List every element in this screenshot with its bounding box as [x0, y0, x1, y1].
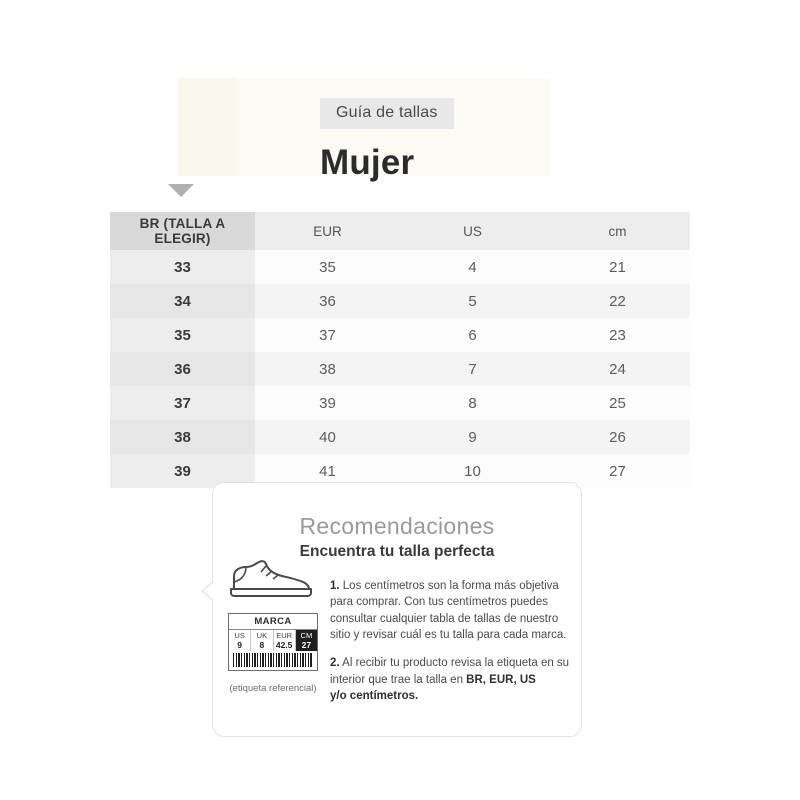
cell-cm: 27 [545, 454, 690, 488]
label-col-us [229, 630, 251, 651]
label-col-cm [296, 630, 317, 651]
label-col-us-head: US [234, 631, 245, 640]
cell-br: 33 [110, 250, 255, 284]
cell-eur: 40 [255, 420, 400, 454]
cell-us: 9 [400, 420, 545, 454]
table-row [110, 352, 690, 386]
cell-eur: 35 [255, 250, 400, 284]
cell-us: 8 [400, 386, 545, 420]
recommendation-item-2 [330, 655, 575, 704]
label-col-eur-value: 42.5 [275, 640, 293, 650]
cell-cm: 26 [545, 420, 690, 454]
sneaker-icon [228, 556, 314, 598]
recommendations-subtitle: Encuentra tu talla perfecta [299, 543, 495, 560]
cell-eur: 41 [255, 454, 400, 488]
recommendation-1-text: Los centímetros son la forma más objetiva para comprar. Con tus centímetros puedes consultar cualquier tabla de tallas de nuestro sitio y revisar cuál es tu talla para cada marca. [330, 580, 567, 641]
decorative-background-accent [178, 78, 236, 176]
cell-eur: 37 [255, 318, 400, 352]
size-table-head [110, 212, 690, 250]
speech-bubble-tail [203, 582, 214, 600]
recommendation-1-number: 1. [330, 580, 340, 592]
label-col-us-value: 9 [237, 640, 242, 650]
cell-cm: 22 [545, 284, 690, 318]
label-size-grid [229, 629, 317, 651]
cell-us: 6 [400, 318, 545, 352]
table-row [110, 386, 690, 420]
table-header-row [110, 212, 690, 250]
table-row [110, 420, 690, 454]
column-header-cm: cm [545, 212, 690, 250]
column-header-eur: EUR [255, 212, 400, 250]
label-caption: (etiqueta referencial) [229, 683, 317, 694]
cell-br: 36 [110, 352, 255, 386]
column-header-us: US [400, 212, 545, 250]
cell-cm: 21 [545, 250, 690, 284]
cell-us: 10 [400, 454, 545, 488]
label-col-uk [251, 630, 273, 651]
recommendation-item-1 [330, 578, 575, 643]
page-header [320, 98, 720, 183]
cell-cm: 24 [545, 352, 690, 386]
cell-br: 34 [110, 284, 255, 318]
table-row [110, 250, 690, 284]
recommendation-2-text: Al recibir tu producto revisa la etiqueta en su interior que trae la talla en [330, 657, 570, 686]
shoe-label-illustration [228, 613, 318, 671]
table-row [110, 318, 690, 352]
cell-cm: 23 [545, 318, 690, 352]
cell-br: 39 [110, 454, 255, 488]
label-brand: MARCA [254, 616, 292, 627]
label-col-eur-head: EUR [276, 631, 293, 640]
recommendations-body [330, 578, 575, 716]
recommendation-2-bold-a: BR, EUR, US [466, 673, 536, 686]
size-table [110, 212, 690, 488]
cell-us: 7 [400, 352, 545, 386]
label-col-cm-value: 27 [301, 640, 312, 650]
cell-eur: 38 [255, 352, 400, 386]
table-row [110, 284, 690, 318]
size-table-body [110, 250, 690, 488]
cell-cm: 25 [545, 386, 690, 420]
recommendation-2-number: 2. [330, 657, 340, 670]
cell-us: 4 [400, 250, 545, 284]
cell-us: 5 [400, 284, 545, 318]
cell-br: 38 [110, 420, 255, 454]
page-title: Mujer [320, 143, 415, 182]
size-table-container [110, 212, 690, 488]
size-guide-badge: Guía de tallas [320, 98, 454, 129]
recommendations-title: Recomendaciones [299, 513, 495, 539]
down-arrow-icon [168, 184, 194, 197]
label-col-uk-value: 8 [259, 640, 265, 650]
cell-eur: 39 [255, 386, 400, 420]
cell-br: 37 [110, 386, 255, 420]
recommendation-2-bold-b: y/o centímetros. [330, 689, 419, 702]
column-header-br: BR (TALLA A ELEGIR) [110, 212, 255, 250]
barcode-icon [233, 653, 313, 667]
cell-eur: 36 [255, 284, 400, 318]
label-col-eur [274, 630, 296, 651]
label-col-cm-head: CM [300, 631, 313, 640]
cell-br: 35 [110, 318, 255, 352]
label-col-uk-head: UK [256, 631, 268, 640]
